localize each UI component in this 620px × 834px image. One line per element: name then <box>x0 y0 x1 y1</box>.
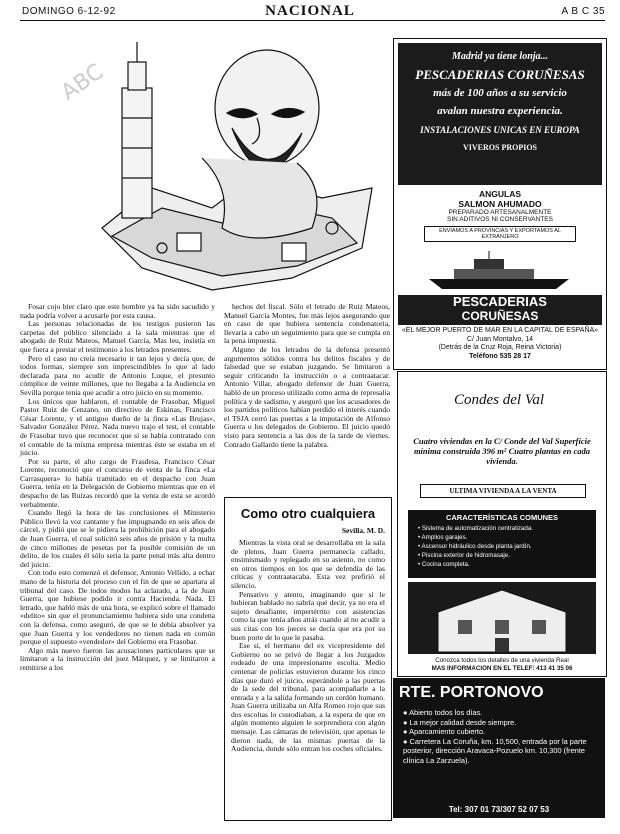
paragraph: Con todo esto comenzó el defensor, Antonio Vellido, a echar mano de la historia del proceso con el fin de que se apartara al tribunal del caso. De todos modos ha aclarado, a la de Juan Guerra, que hubiese podido ir contra Hacienda. Nada. El letrado, que habló más de una hora, se explicó sobre el llamado «delito» sin que el pronunciamiento hubiera sido una condena con la defensa, como aseguró, de que se le debía absolver ya que Juan Guerra y los vendedores no tienen nada en común porque el supuesto «vendedor» del Gobierno era Frasobar. <box>20 568 215 647</box>
paragraph: hechos del fiscal. Sólo el letrado de Ruiz Mateos, Manuel García Montes, fue más lejos asegurando que en caso de que hubiera sentencia condenatoria, llevaría a cabo un seguimiento para que se cumpla en la pena impuesta. <box>224 302 390 346</box>
paragraph: Mientras la vista oral se desarrollaba en la sala de plenos, Juan Guerra permanecía callado, ensimismado y replegado en su asiento, no como en otros tiempos en los que se defendía de las críticas y contraatacaba. Esta vez prefirió el silencio. <box>231 538 385 590</box>
ad-tagline: «EL MEJOR PUERTO DE MAR EN LA CAPITAL DE ESPAÑA» <box>401 327 599 334</box>
sidebar-byline: Sevilla. M. D. <box>341 526 385 535</box>
ad-angulas: ANGULAS <box>478 189 522 199</box>
ship-illustration <box>424 251 574 293</box>
ad-logo: Condes del Val <box>454 392 544 408</box>
section-title: NACIONAL <box>265 3 355 19</box>
ad-features-title: CARACTERÍSTICAS COMUNES <box>445 513 559 522</box>
ad-feature: • Piscina exterior de hidromasaje. <box>418 552 510 559</box>
ad-slogan: avalan nuestra experiencia. <box>437 105 563 117</box>
ad-location: (Detrás de la Cruz Roja, Reina Victoria) <box>438 344 562 352</box>
ad-footer-line2: MAS INFORMACION EN EL TELEF: 413 41 35 06 <box>431 664 573 672</box>
watermark: ABC <box>56 59 109 106</box>
caricature-illustration <box>82 38 382 296</box>
paragraph: Alguno de los letrados de la defensa presentó argumentos sólidos contra los delitos fiscales y de falsedad que se estaban juzgando. Se limitaron a seguir criticando la instrucción o a contraatacar. Antonio Villar, abogado defensor de Juan Guerra, habló de un proceso utilizado como arma de represalia política y de sadismo, y aseguró que los acusadores de los partidos políticos habían perdido el interés cuando el TSJA cerró las puertas a la imputación de Alfonso Guerra o los delegados de Gobierno. El juicio quedó visto para sentencia a las dos de la tarde de viernes. Conrado Gallardo tiene la palabra. <box>224 344 390 449</box>
ad-preparado: PREPARADO ARTESANALMENTE <box>448 209 552 216</box>
page-number: A B C 35 <box>561 6 605 17</box>
ad-portonovo-item: ● Aparcamiento cubierto. <box>403 727 486 736</box>
ad-slogan: Madrid ya tiene lonja... <box>451 51 549 62</box>
ad-pescaderias <box>393 38 607 370</box>
ad-envios: ENVIAMOS A PROVINCIAS Y EXPORTAMOS AL EXTRANJERO <box>424 226 576 242</box>
article-column-2 <box>224 303 390 449</box>
paragraph: Pensativo y atento, imaginando que si le hubieran hablado no sabría qué decir, ya no era el sujeto desafiante, impertérrito con asistencias como la que tenía años atrás cuando al no acudir a sus citas con los jueces se decía que era por su buen porte de lo que le pasaba. <box>231 589 385 642</box>
ad-feature: • Amplios garajes. <box>418 534 468 541</box>
ad-phone: Teléfono 535 28 17 <box>469 352 531 360</box>
paragraph: Por su parte, el alto cargo de Frasdesa, Francisco César Lorente, reconoció que el concurso de venta de la finca «La Carrasquera» lo había tramitado en el despacho con Juan Guerra, tenía en la Delegación de Gobierno mientras que en el despacho de las Ruizas recordó que la venta de esta se acordó verbalmente. <box>20 456 215 509</box>
paragraph: Cuando llegó la hora de las conclusiones el Ministerio Público llevó la voz cantante y fue impugnando en seis años de cárcel, y pidió que se le pidiera la prohibición para el abogado de Juan Guerra, el cual solicitó seis años de prisión y la multa de cinco millones de pesetas por la posible comisión de un delito, de los cuales él sólo sería la parte penal más alta dentro del juicio. <box>20 508 215 569</box>
paragraph: Algo más nuevo fueron las acusaciones particulares que se limitaron a la instrucción del juez Márquez, y se limitaron a remitirse a los <box>20 645 215 672</box>
ad-slogan: INSTALACIONES UNICAS EN EUROPA <box>420 125 580 135</box>
ad-slogan: más de 100 años a su servicio <box>433 87 567 99</box>
paragraph: Ese sí, el hermano del ex vicepresidente del Gobierno no se privó de llegar a los Juzgados rodeado de una impresionante escolta. Medio centenar de policías estuvieron durante los cinco días que duró el juicio, esperándole a las puertas de la sede del tribunal, para acompañarle a la entrada y a la salida formando un cordón humano. Juan Guerra utilizaba un Alfa Romeo rojo que sus dos escoltas lo custodiaban, a la espera de que en algún momento alguien le sorprendiera con algún mensaje. Las cámaras de televisión, que apenas le dieron nada, de las mismas puertas de la Audiencia, donde sólo entran los coches oficiales. <box>231 641 385 754</box>
house-illustration <box>408 582 596 654</box>
ad-address: C/ Juan Montalvo, 14 <box>466 335 534 343</box>
ad-portonovo-item: ● Abierto todos los días. <box>403 708 483 717</box>
ad-brand-line2: CORUÑESAS <box>461 309 539 323</box>
ad-feature: • Sistema de automatización centralizada. <box>418 525 533 532</box>
ad-sin-aditivos: SIN ADITIVOS NI CONSERVANTES <box>447 216 553 223</box>
ad-footer-line1: Conozca todos los detalles de una vivienda Real <box>435 657 569 664</box>
paragraph: Pero el caso no creía necesario ir tan lejos y decía que, de todos formas, siempre son imprescindibles lo que al lado declarada para no acudir de Antonio Luque, el presunto cómplice de veinte millones, que no llegaba a la Audiencia en Sevilla porque tenía que acudir a otro juicio en su momento. <box>20 353 215 397</box>
sidebar-box <box>224 497 392 821</box>
ad-portonovo-item: ● Carretera La Coruña, km. 10,500, entrada por la parte posterior, dirección Aravaca-Pozuelo km. 10,300 (frente clínica La Zarzuela). <box>403 736 587 765</box>
ad-viveros: VIVEROS PROPIOS <box>462 143 537 152</box>
ad-slogan: PESCADERIAS CORUÑESAS <box>415 67 585 82</box>
ad-portonovo-title: RTE. PORTONOVO <box>399 684 544 701</box>
ad-feature: • Cocina completa. <box>418 561 470 568</box>
ad-features-panel <box>408 510 596 578</box>
ad-portonovo-phone: Tel: 307 01 73/307 52 07 53 <box>448 805 550 814</box>
issue-date: DOMINGO 6-12-92 <box>22 6 116 17</box>
paragraph: Las personas relacionadas de los testigos pusieron las carpetas del público silenciado a la sala mientras que el abogado de Ruiz Mateos, Manuel García, Mas leu, insistía en que fuera a prestar el testimonio a los letrados presentes. <box>20 319 215 354</box>
ad-brand-line1: PESCADERIAS <box>453 294 547 309</box>
ad-portonovo-item: ● La mejor calidad desde siempre. <box>403 717 517 727</box>
ad-headline: Cuatro viviendas en la C/ Conde del Val Superficie mínima construida 396 m² Cuatro plantas en cada vivienda. <box>413 436 591 466</box>
ad-brand-panel <box>398 295 602 325</box>
header-rule <box>20 20 605 21</box>
ad-portonovo <box>393 678 605 818</box>
paragraph: Fosar cojo bier claro que este hombre ya ha sido sacudido y nada podría volver a acusarle por esta causa. <box>20 302 215 320</box>
ad-feature: • Ascensor hidráulico desde planta jardín. <box>418 543 532 550</box>
ad-banner: ULTIMA VIVIENDA A LA VENTA <box>420 484 586 498</box>
paragraph: Los únicos que hablaron, el contable de Frasobar, Miguel Pastor Ruiz de Cenzano, un directivo de Eskinas, Francisco César Lorente, y el antiguo dueño de la finca «Las Brujas», Salvador González Pérez. Nada nuevo trajo el test, el contable de Frasobar tuvo que reconocer que sí se había contratado con el contable de la misma empresa mientras éste se estaba en el juicio. <box>20 396 215 458</box>
ad-salmon: SALMON AHUMADO <box>458 199 542 209</box>
ad-slogan-panel <box>398 43 602 185</box>
ad-condes-del-val <box>397 371 607 677</box>
sidebar-title: Como otro cualquiera <box>240 506 376 521</box>
article-column-1 <box>20 303 215 673</box>
